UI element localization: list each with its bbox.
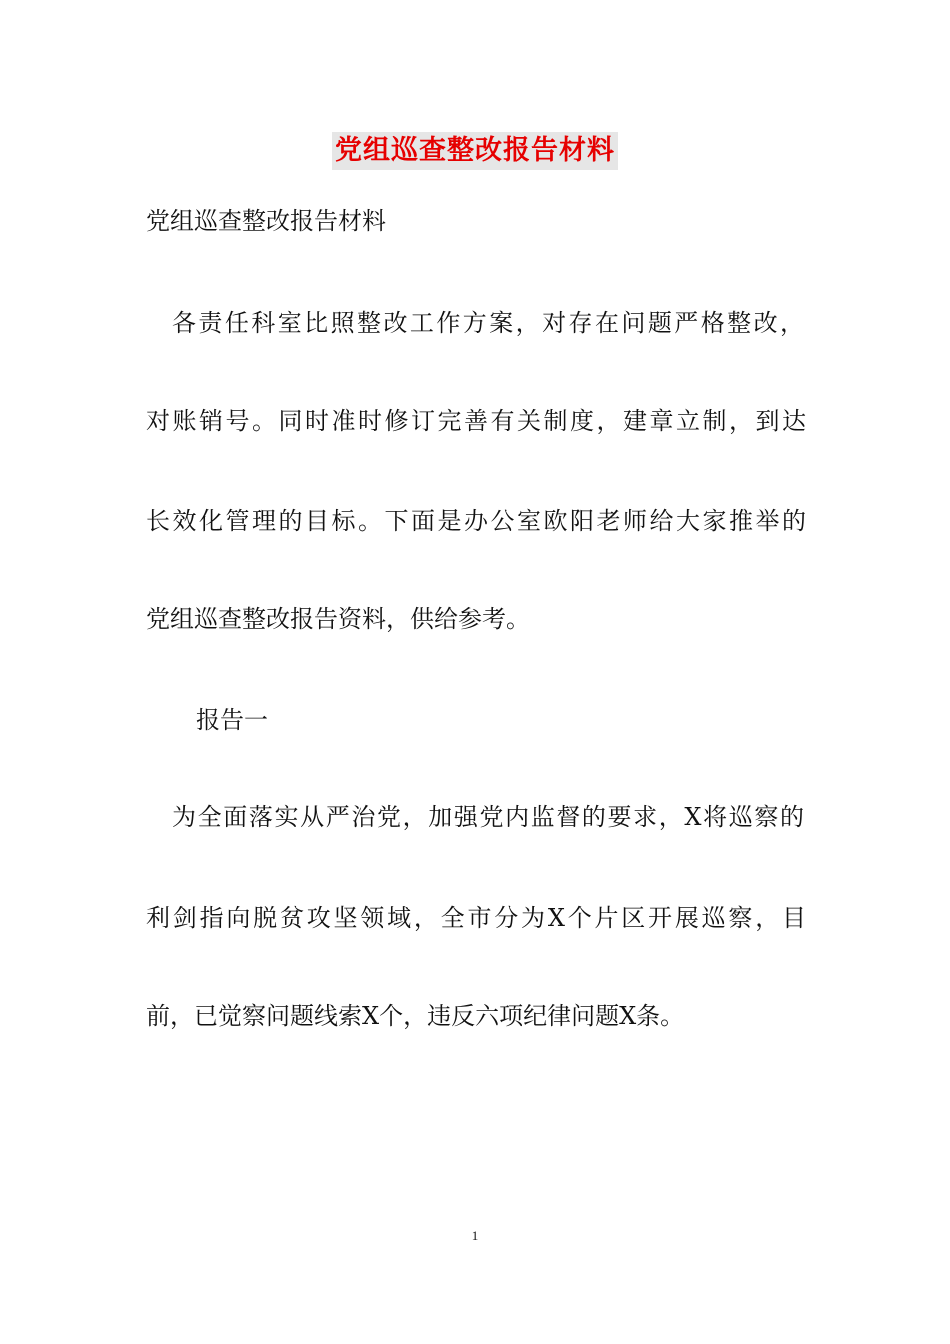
document-title-text: 党组巡查整改报告材料 (332, 132, 618, 170)
section-heading: 报告一 (196, 706, 268, 734)
paragraph-line: 各责任科室比照整改工作方案，对存在问题严格整改， (172, 309, 804, 337)
paragraph-line: 长效化管理的目标。下面是办公室欧阳老师给大家推举的 (146, 507, 806, 535)
paragraph-line: 为全面落实从严治党，加强党内监督的要求，X将巡察的 (172, 803, 804, 831)
page-number: 1 (471, 1228, 479, 1243)
paragraph-line: 对账销号。同时准时修订完善有关制度，建章立制，到达 (146, 407, 806, 435)
document-subtitle: 党组巡查整改报告材料 (146, 207, 386, 235)
document-title (0, 132, 950, 170)
paragraph-line: 前，已觉察问题线索X个，违反六项纪律问题X条。 (146, 1002, 685, 1030)
paragraph-line: 利剑指向脱贫攻坚领域，全市分为X个片区开展巡察，目 (146, 904, 806, 932)
paragraph-line: 党组巡查整改报告资料，供给参考。 (146, 605, 530, 633)
